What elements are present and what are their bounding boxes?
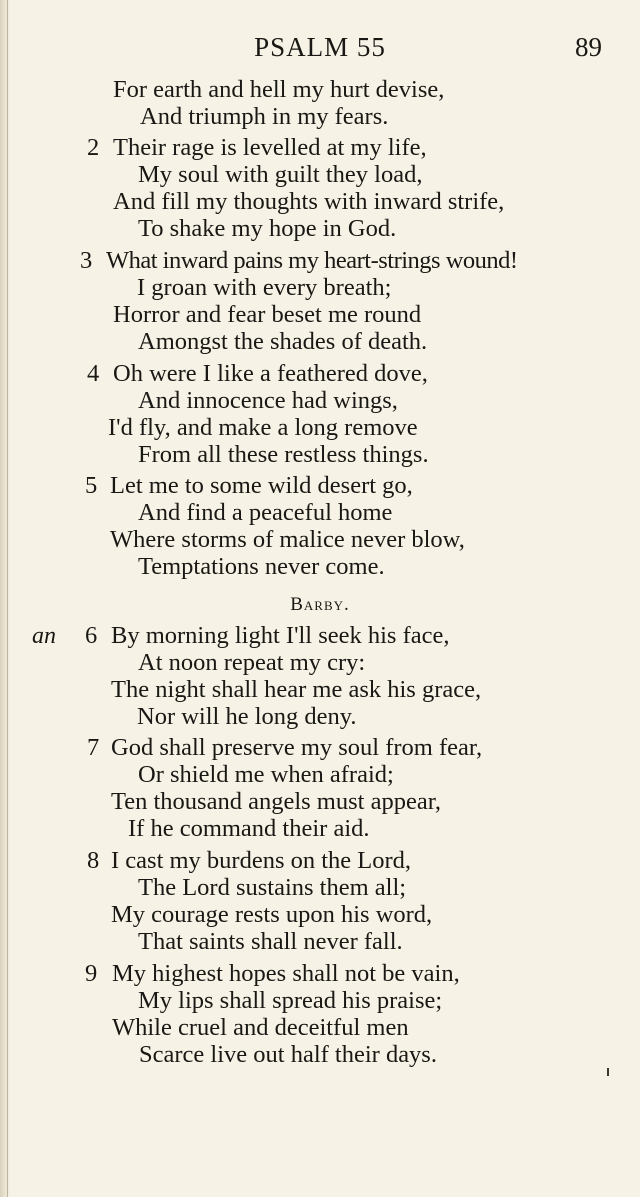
verse-line: The night shall hear me ask his grace, bbox=[111, 676, 482, 703]
verse-line: Where storms of malice never blow, bbox=[110, 526, 465, 553]
verse-line: Scarce live out half their days. bbox=[139, 1041, 437, 1068]
verse-line: Amongst the shades of death. bbox=[138, 328, 428, 355]
verse-line: That saints shall never fall. bbox=[138, 928, 403, 955]
verse-line: Oh were I like a feathered dove, bbox=[113, 360, 428, 387]
verse-line: Nor will he long deny. bbox=[137, 703, 357, 730]
stanza-number: 5 bbox=[85, 472, 98, 499]
verse-line: What inward pains my heart-strings wound! bbox=[106, 247, 518, 274]
stanza-number: 3 bbox=[80, 247, 93, 274]
verse-line: Temptations never come. bbox=[138, 553, 385, 580]
verse-line: The Lord sustains them all; bbox=[138, 874, 407, 901]
stanza-number: 2 bbox=[87, 134, 100, 161]
verse-line: I cast my burdens on the Lord, bbox=[111, 847, 412, 874]
verse-line: My lips shall spread his praise; bbox=[138, 987, 443, 1014]
verse-line: Let me to some wild desert go, bbox=[110, 472, 413, 499]
verse-line: I groan with every breath; bbox=[137, 274, 392, 301]
verse-line: God shall preserve my soul from fear, bbox=[111, 734, 483, 761]
print-speck bbox=[607, 1068, 609, 1076]
verse-line: Ten thousand angels must appear, bbox=[111, 788, 442, 815]
page-title: PSALM 55 bbox=[254, 32, 386, 62]
stanza-number: 8 bbox=[87, 847, 100, 874]
verse-line: For earth and hell my hurt devise, bbox=[113, 76, 445, 103]
stanza-number: 4 bbox=[87, 360, 100, 387]
verse-line: And fill my thoughts with inward strife, bbox=[113, 188, 505, 215]
verse-line: My courage rests upon his word, bbox=[111, 901, 433, 928]
page-number: 89 bbox=[575, 32, 602, 62]
verse-line: To shake my hope in God. bbox=[138, 215, 397, 242]
verse-line: Horror and fear beset me round bbox=[113, 301, 422, 328]
stanza-number: 9 bbox=[85, 960, 98, 987]
verse-line: And find a peaceful home bbox=[138, 499, 393, 526]
tune-name: Barby. bbox=[290, 594, 350, 615]
stanza-number: 6 bbox=[85, 622, 98, 649]
verse-line: From all these restless things. bbox=[138, 441, 429, 468]
verse-line: And innocence had wings, bbox=[138, 387, 398, 414]
verse-line: If he command their aid. bbox=[128, 815, 370, 842]
verse-line: By morning light I'll seek his face, bbox=[111, 622, 450, 649]
verse-line: At noon repeat my cry: bbox=[138, 649, 366, 676]
page-header bbox=[0, 30, 640, 66]
verse-line: And triumph in my fears. bbox=[140, 103, 389, 130]
verse-line: Or shield me when afraid; bbox=[138, 761, 394, 788]
verse-line: My soul with guilt they load, bbox=[138, 161, 423, 188]
verse-line: I'd fly, and make a long remove bbox=[108, 414, 418, 441]
margin-note: an bbox=[32, 623, 56, 649]
stanza-number: 7 bbox=[87, 734, 100, 761]
verse-line: While cruel and deceitful men bbox=[112, 1014, 409, 1041]
verse-line: Their rage is levelled at my life, bbox=[113, 134, 427, 161]
verse-line: My highest hopes shall not be vain, bbox=[112, 960, 460, 987]
